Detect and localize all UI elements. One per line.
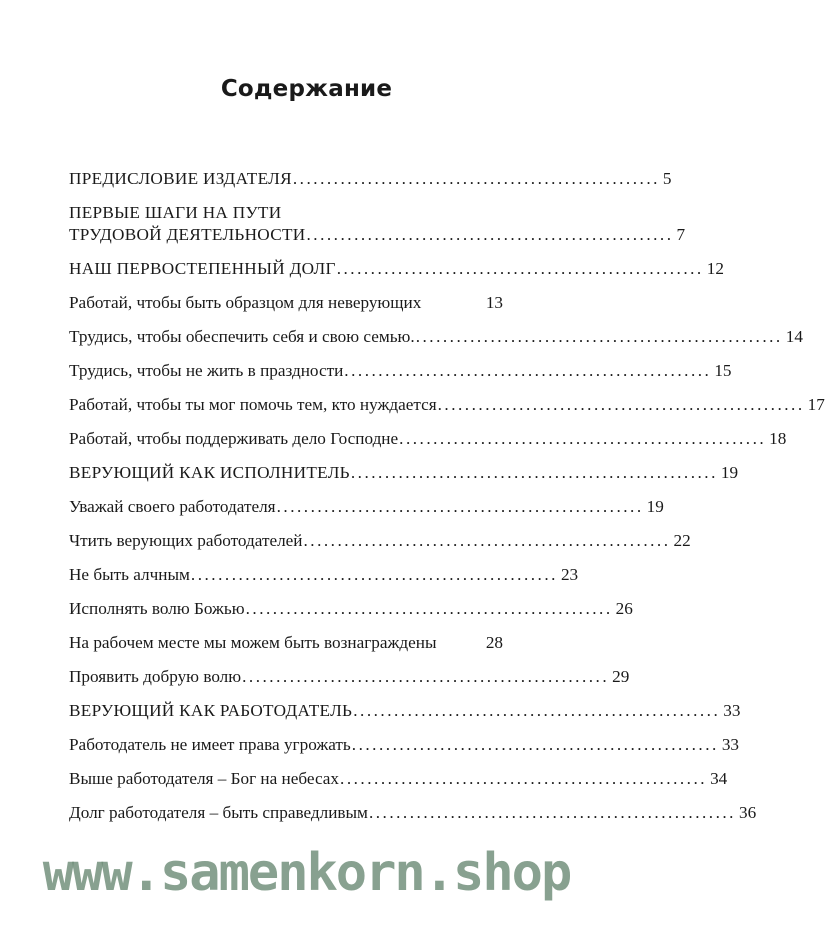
toc-entry-label: НАШ ПЕРВОСТЕПЕННЫЙ ДОЛГ <box>69 259 336 278</box>
toc-entry-label: На рабочем месте мы можем быть вознаграждены <box>69 633 437 652</box>
toc-entry-label: Исполнять волю Божью <box>69 599 245 618</box>
toc-entry-label: Трудись, чтобы обеспечить себя и свою семью. <box>69 327 415 346</box>
toc-entry <box>69 168 672 190</box>
toc-entry <box>69 428 787 450</box>
toc-page-number: 14 <box>785 327 803 346</box>
toc-page-number: 13 <box>485 293 503 312</box>
toc-entry <box>69 326 803 348</box>
toc-entry <box>69 802 757 824</box>
toc-dot-leader: ...................................................... <box>368 803 736 822</box>
toc-entry-label: Уважай своего работодателя <box>69 497 276 516</box>
toc-dot-leader: ...................................................... <box>190 565 558 584</box>
toc-entry-label: Чтить верующих работодателей <box>69 531 303 550</box>
toc-entry <box>69 394 825 416</box>
toc-dot-leader: ...................................................... <box>350 463 718 482</box>
toc-entry <box>69 292 503 314</box>
toc-entry <box>69 632 503 654</box>
table-of-contents <box>69 168 825 824</box>
toc-page-number: 18 <box>769 429 787 448</box>
toc-entry-label: Проявить добрую волю <box>69 667 242 686</box>
toc-page-number: 26 <box>615 599 633 618</box>
toc-entry <box>69 360 732 382</box>
toc-dot-leader: ...................................................... <box>306 225 674 244</box>
toc-entry <box>69 564 579 586</box>
toc-dot-leader: ...................................................... <box>437 395 805 414</box>
toc-entry-label: Работодатель не имеет права угрожать <box>69 735 351 754</box>
toc-dot-leader: ...................................................... <box>292 169 660 188</box>
toc-page-number: 34 <box>710 769 728 788</box>
toc-entry-label: Работай, чтобы быть образцом для неверующих <box>69 293 422 312</box>
toc-entry-label: Трудись, чтобы не жить в праздности <box>69 361 344 380</box>
toc-entry <box>69 768 728 790</box>
toc-page-number: 22 <box>673 531 691 550</box>
toc-dot-leader: ...................................................... <box>415 327 783 346</box>
toc-entry <box>69 700 741 722</box>
toc-entry-label: ВЕРУЮЩИЙ КАК ИСПОЛНИТЕЛЬ <box>69 463 350 482</box>
toc-dot-leader: ...................................................... <box>303 531 671 550</box>
toc-page-number: 29 <box>612 667 630 686</box>
toc-dot-leader: ...................................................... <box>351 735 719 754</box>
toc-page-number: 7 <box>676 225 686 244</box>
toc-entry-label: ВЕРУЮЩИЙ КАК РАБОТОДАТЕЛЬ <box>69 701 353 720</box>
toc-dot-leader: ...................................................... <box>276 497 644 516</box>
toc-dot-leader: ...................................................... <box>336 259 704 278</box>
toc-entry-label: Работай, чтобы ты мог помочь тем, кто нуждается <box>69 395 437 414</box>
toc-entry-label: Работай, чтобы поддерживать дело Господне <box>69 429 399 448</box>
toc-entry <box>69 258 724 280</box>
toc-dot-leader: ...................................................... <box>340 769 708 788</box>
toc-dot-leader: ...................................................... <box>242 667 610 686</box>
watermark: www.samenkorn.shop <box>42 843 571 903</box>
toc-dot-leader: ...................................................... <box>245 599 613 618</box>
toc-entry-label: Долг работодателя – быть справедливым <box>69 803 368 822</box>
toc-entry-label: Выше работодателя – Бог на небесах <box>69 769 340 788</box>
toc-entry <box>69 202 686 246</box>
toc-entry <box>69 734 739 756</box>
toc-entry-label-line: ПЕРВЫЕ ШАГИ НА ПУТИ <box>69 203 282 222</box>
toc-entry <box>69 530 691 552</box>
toc-page-number: 12 <box>706 259 724 278</box>
toc-page-number: 15 <box>714 361 732 380</box>
toc-page-number: 19 <box>646 497 664 516</box>
toc-page-number: 23 <box>560 565 579 584</box>
toc-dot-leader: ...................................................... <box>399 429 767 448</box>
toc-entry-label-line: ТРУДОВОЙ ДЕЯТЕЛЬНОСТИ <box>69 225 306 244</box>
toc-dot-leader: ...................................................... <box>344 361 712 380</box>
toc-page-number: 36 <box>738 803 757 822</box>
toc-entry <box>69 666 630 688</box>
toc-page-number: 17 <box>807 395 825 414</box>
toc-dot-leader: ...................................................... <box>353 701 721 720</box>
toc-page-number: 19 <box>720 463 739 482</box>
toc-page-number: 28 <box>485 633 503 652</box>
toc-page-number: 33 <box>723 701 741 720</box>
toc-entry <box>69 462 739 484</box>
toc-entry <box>69 496 664 518</box>
toc-entry <box>69 598 633 620</box>
toc-page-number: 5 <box>662 169 672 188</box>
toc-entry-label: Не быть алчным <box>69 565 190 584</box>
page-title: Содержание <box>220 76 393 102</box>
toc-entry-label: ПРЕДИСЛОВИЕ ИЗДАТЕЛЯ <box>69 169 292 188</box>
toc-page-number: 33 <box>721 735 739 754</box>
